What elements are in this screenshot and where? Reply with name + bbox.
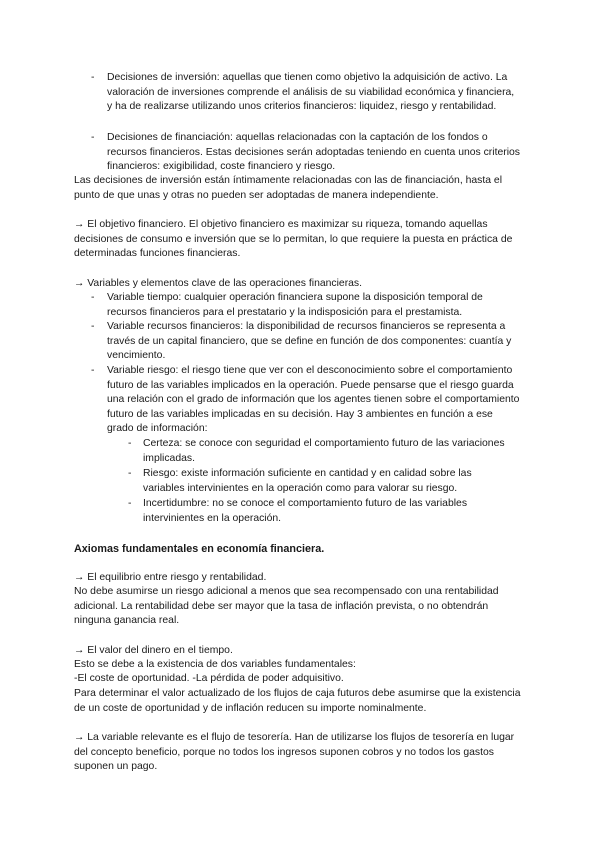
list-item (91, 320, 521, 364)
paragraph: Las decisiones de inversión están íntimamente relacionadas con las de financiación, hasta el punto de que unas y otras no pueden ser adoptadas de manera independiente. (74, 175, 503, 201)
sub-list-item (128, 467, 508, 496)
paragraph-line: -El coste de oportunidad. -La pérdida de poder adquisitivo. (74, 673, 344, 684)
list-dash: - (128, 468, 132, 479)
sub-list-item-text: Riesgo: existe información suficiente en cantidad y en calidad sobre las variables intervinientes en la operación como para valorar su riesgo. (143, 468, 472, 494)
list-dash: - (91, 292, 95, 303)
list-dash: - (91, 72, 95, 83)
list-item (91, 291, 521, 320)
paragraph: → La variable relevante es el flujo de tesorería. Han de utilizarse los flujos de tesorería en lugar del concepto beneficio, porque no todos los ingresos suponen cobros y no todos los gastos suponen un pago. (74, 732, 515, 772)
sub-list-item-text: Incertidumbre: no se conoce el comportamiento futuro de las variables intervinientes en la operación. (143, 498, 468, 524)
list-dash: - (91, 132, 95, 143)
subheading: → El equilibrio entre riesgo y rentabilidad. (74, 572, 267, 583)
list-item-text: Variable tiempo: cualquier operación financiera supone la disposición temporal de recursos financieros para el prestatario y la indisposición para el prestamista. (107, 292, 483, 318)
list-dash: - (91, 365, 95, 376)
list-item-text: Variable recursos financieros: la disponibilidad de recursos financieros se representa a través de un capital financiero, que se define en función de dos componentes: cuantía y vencimiento. (107, 321, 512, 361)
list-dash: - (128, 438, 132, 449)
sub-list-item (128, 437, 508, 466)
section-heading: → Variables y elementos clave de las operaciones financieras. (74, 278, 363, 289)
list-item-text: Decisiones de inversión: aquellas que tienen como objetivo la adquisición de activo. La valoración de inversiones comprende el análisis de su viabilidad económica y financiera, y ha de realizarse utilizando unos criterios financieros: liquidez, riesgo y rentabilidad. (107, 72, 515, 112)
list-dash: - (91, 321, 95, 332)
paragraph-line: Esto se debe a la existencia de dos variables fundamentales: (74, 659, 356, 670)
paragraph: Para determinar el valor actualizado de los flujos de caja futuros debe asumirse que la existencia de un coste de oportunidad y de inflación reducen su importe nominalmente. (74, 688, 521, 714)
list-dash: - (128, 498, 132, 509)
sub-list-item-text: Certeza: se conoce con seguridad el comportamiento futuro de las variaciones implicadas. (143, 438, 505, 464)
list-item-text: Variable riesgo: el riesgo tiene que ver con el desconocimiento sobre el comportamiento futuro de las variables implicados en la operación. Puede pensarse que el riesgo guarda una relación con el grado de información que los agentes tienen sobre el comportamiento futuro de las variables implicadas en su decisión. Hay 3 ambientes en función a ese grado de información: (107, 365, 520, 434)
subheading: → El valor del dinero en el tiempo. (74, 645, 233, 656)
list-item (91, 364, 521, 437)
section-heading: Axiomas fundamentales en economía financiera. (74, 543, 325, 555)
paragraph: No debe asumirse un riesgo adicional a menos que sea recompensado con una rentabilidad adicional. La rentabilidad debe ser mayor que la tasa de inflación prevista, o no obtendrán ninguna ganancia real. (74, 586, 499, 626)
list-item (91, 71, 521, 115)
list-item-text: Decisiones de financiación: aquellas relacionadas con la captación de los fondos o recursos financieros. Estas decisiones serán adoptadas teniendo en cuenta unos criterios financieros: exigibilidad, coste financiero y riesgo. (107, 132, 520, 172)
paragraph: → El objetivo financiero. El objetivo financiero es maximizar su riqueza, tomando aquellas decisiones de consumo e inversión que se lo permitan, lo que requiere la puesta en práctica de determinadas funciones financieras. (74, 219, 513, 259)
sub-list-item (128, 497, 508, 526)
list-item (91, 131, 521, 175)
